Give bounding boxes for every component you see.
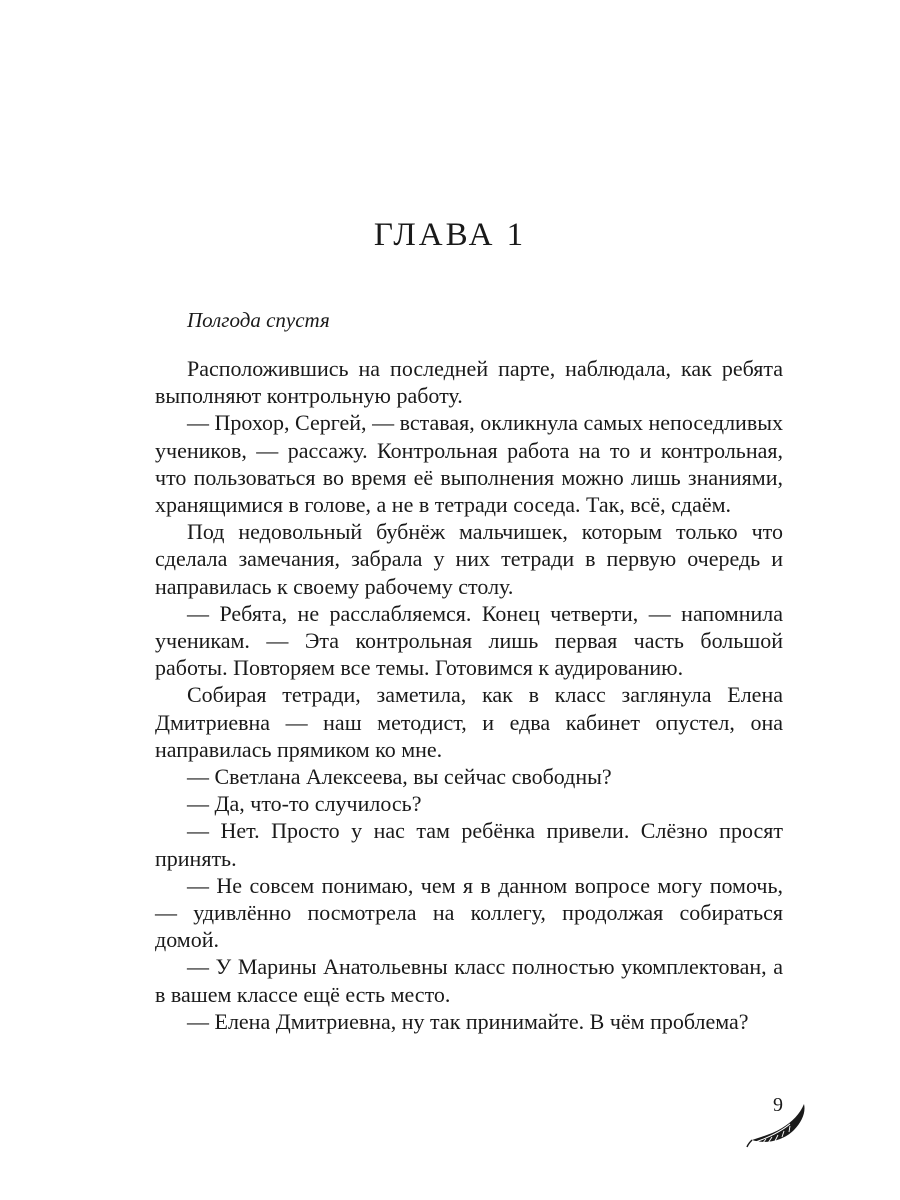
- paragraph: Расположившись на последней парте, наблюдала, как ребята выполняют контрольную работу.: [155, 356, 783, 409]
- paragraph: — У Марины Анатольевны класс полностью укомплектован, а в вашем классе ещё есть место.: [155, 954, 783, 1007]
- paragraph: — Прохор, Сергей, — вставая, окликнула самых непоседливых учеников, — рассажу. Контрольная работа на то и контрольная, что пользоваться во время её выполнения можно лишь знаниями, хранящимися в голове, а не в тетради соседа. Так, всё, сдаём.: [155, 410, 783, 518]
- paragraph: — Светлана Алексеева, вы сейчас свободны?: [187, 764, 612, 790]
- page-number: 9: [773, 1094, 783, 1116]
- paragraph: — Не совсем понимаю, чем я в данном вопросе могу помочь, — удивлённо посмотрела на коллегу, продолжая собираться домой.: [155, 872, 783, 953]
- paragraph: — Да, что-то случилось?: [187, 791, 422, 817]
- feather-icon: [746, 1100, 810, 1150]
- chapter-title: ГЛАВА 1: [373, 217, 527, 253]
- paragraph: Собирая тетради, заметила, как в класс заглянула Елена Дмитриевна — наш методист, и едва кабинет опустел, она направилась прямиком ко мне.: [155, 682, 783, 762]
- paragraph: — Нет. Просто у нас там ребёнка привели. Слёзно просят принять.: [155, 818, 783, 871]
- paragraph: — Елена Дмитриевна, ну так принимайте. В чём проблема?: [187, 1008, 749, 1034]
- body-text: [155, 355, 783, 1035]
- paragraph: — Ребята, не расслабляемся. Конец четверти, — напомнила ученикам. — Эта контрольная лишь первая часть большой работы. Повторяем все темы. Готовимся к аудированию.: [155, 600, 783, 681]
- chapter-epigraph: Полгода спустя: [187, 308, 330, 332]
- paragraph: Под недовольный бубнёж мальчишек, которым только что сделала замечания, забрала у них тетради в первую очередь и направилась к своему рабочему столу.: [155, 519, 783, 599]
